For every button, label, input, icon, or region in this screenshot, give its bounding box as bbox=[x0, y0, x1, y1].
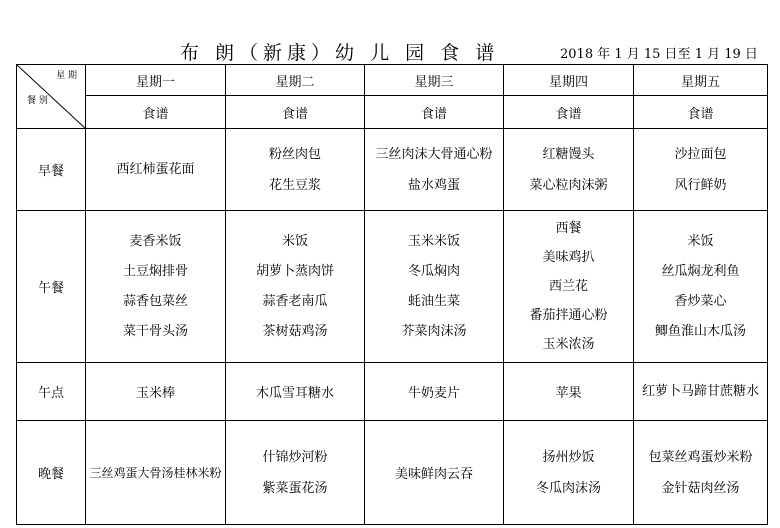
dish: 蒜香包菜丝 bbox=[122, 293, 188, 309]
dish: 鲫鱼淮山木瓜汤 bbox=[654, 323, 746, 339]
menu-cell bbox=[365, 211, 504, 363]
menu-cell bbox=[634, 363, 768, 421]
dish: 粉丝肉包 bbox=[268, 146, 321, 162]
breakfast-row bbox=[17, 129, 768, 211]
menu-cell bbox=[86, 363, 226, 421]
menu-cell bbox=[504, 363, 634, 421]
menu-cell bbox=[86, 421, 226, 525]
dish: 香炒菜心 bbox=[674, 293, 727, 309]
dish: 美味鸡扒 bbox=[542, 250, 595, 265]
dish: 番茄拌通心粉 bbox=[529, 308, 608, 323]
menu-table bbox=[16, 64, 768, 525]
recipe-header: 食谱 bbox=[86, 96, 226, 129]
dish: 蒜香老南瓜 bbox=[262, 293, 328, 309]
snack-row bbox=[17, 363, 768, 421]
dish: 花生豆浆 bbox=[268, 177, 321, 193]
menu-cell bbox=[226, 363, 365, 421]
dish: 芥菜肉沫汤 bbox=[401, 323, 467, 339]
dish: 美味鲜肉云吞 bbox=[394, 467, 473, 482]
menu-cell bbox=[365, 129, 504, 211]
dish: 冬瓜焖肉 bbox=[407, 263, 460, 279]
dish: 玉米浓汤 bbox=[542, 337, 595, 352]
meal-label-breakfast: 早餐 bbox=[17, 129, 86, 211]
meal-label-lunch: 午餐 bbox=[17, 211, 86, 363]
dish: 蚝油生菜 bbox=[407, 293, 460, 309]
menu-cell bbox=[634, 421, 768, 525]
day-header-fri: 星期五 bbox=[634, 65, 768, 96]
menu-cell bbox=[226, 211, 365, 363]
menu-cell bbox=[226, 129, 365, 211]
corner-meal-label: 餐 别 bbox=[27, 96, 48, 106]
dish: 西兰花 bbox=[548, 279, 588, 294]
recipe-header: 食谱 bbox=[504, 96, 634, 129]
dish: 紫菜蛋花汤 bbox=[262, 480, 328, 496]
corner-cell bbox=[17, 65, 86, 129]
recipe-header: 食谱 bbox=[226, 96, 365, 129]
dish: 苹果 bbox=[555, 386, 582, 401]
dish: 玉米米饭 bbox=[407, 233, 460, 249]
recipe-header-row bbox=[17, 96, 768, 129]
dish: 玉米棒 bbox=[135, 386, 175, 401]
dish: 西餐 bbox=[555, 221, 582, 236]
dish: 红萝卜马蹄甘蔗糖水 bbox=[641, 383, 759, 399]
dish: 牛奶麦片 bbox=[407, 386, 460, 401]
recipe-header: 食谱 bbox=[365, 96, 504, 129]
dish: 米饭 bbox=[281, 233, 308, 249]
dish: 三丝肉沫大骨通心粉 bbox=[375, 146, 493, 162]
dish: 沙拉面包 bbox=[674, 146, 727, 162]
dish: 菜心粒肉沫粥 bbox=[529, 177, 608, 193]
dish: 冬瓜肉沫汤 bbox=[535, 480, 601, 496]
page-title: 布 朗（新康）幼 儿 园 食 谱 bbox=[180, 42, 500, 64]
dish: 什锦炒河粉 bbox=[262, 449, 328, 465]
day-header-mon: 星期一 bbox=[86, 65, 226, 96]
meal-label-snack: 午点 bbox=[17, 363, 86, 421]
menu-cell bbox=[504, 129, 634, 211]
menu-cell bbox=[634, 129, 768, 211]
dish: 麦香米饭 bbox=[129, 233, 182, 249]
dish: 土豆焖排骨 bbox=[122, 263, 188, 279]
dish: 风行鲜奶 bbox=[674, 177, 727, 193]
day-header-tue: 星期二 bbox=[226, 65, 365, 96]
dish: 木瓜雪耳糖水 bbox=[255, 386, 334, 401]
menu-cell bbox=[634, 211, 768, 363]
menu-cell bbox=[504, 211, 634, 363]
dish: 盐水鸡蛋 bbox=[407, 177, 460, 193]
dish: 米饭 bbox=[687, 233, 714, 249]
menu-cell bbox=[226, 421, 365, 525]
dish: 扬州炒饭 bbox=[542, 449, 595, 465]
dish: 包菜丝鸡蛋炒米粉 bbox=[648, 449, 753, 465]
dish: 菜干骨头汤 bbox=[122, 323, 188, 339]
menu-cell bbox=[86, 211, 226, 363]
menu-cell bbox=[86, 129, 226, 211]
dish: 三丝鸡蛋大骨汤桂林米粉 bbox=[89, 466, 222, 480]
dish: 茶树菇鸡汤 bbox=[262, 323, 328, 339]
day-header-wed: 星期三 bbox=[365, 65, 504, 96]
dinner-row bbox=[17, 421, 768, 525]
date-range: 2018 年 1 月 15 日至 1 月 19 日 bbox=[560, 47, 758, 62]
day-header-thu: 星期四 bbox=[504, 65, 634, 96]
dish: 西红柿蛋花面 bbox=[116, 162, 195, 177]
meal-label-dinner: 晚餐 bbox=[17, 421, 86, 525]
dish: 胡萝卜蒸肉饼 bbox=[255, 263, 334, 279]
recipe-header: 食谱 bbox=[634, 96, 768, 129]
dish: 丝瓜焖龙利鱼 bbox=[661, 263, 740, 279]
menu-cell bbox=[504, 421, 634, 525]
corner-weekday-label: 星 期 bbox=[56, 71, 77, 81]
weekday-row bbox=[17, 65, 768, 96]
lunch-row bbox=[17, 211, 768, 363]
menu-cell bbox=[365, 421, 504, 525]
dish: 金针菇肉丝汤 bbox=[661, 480, 740, 496]
menu-cell bbox=[365, 363, 504, 421]
dish: 红糖馒头 bbox=[542, 146, 595, 162]
